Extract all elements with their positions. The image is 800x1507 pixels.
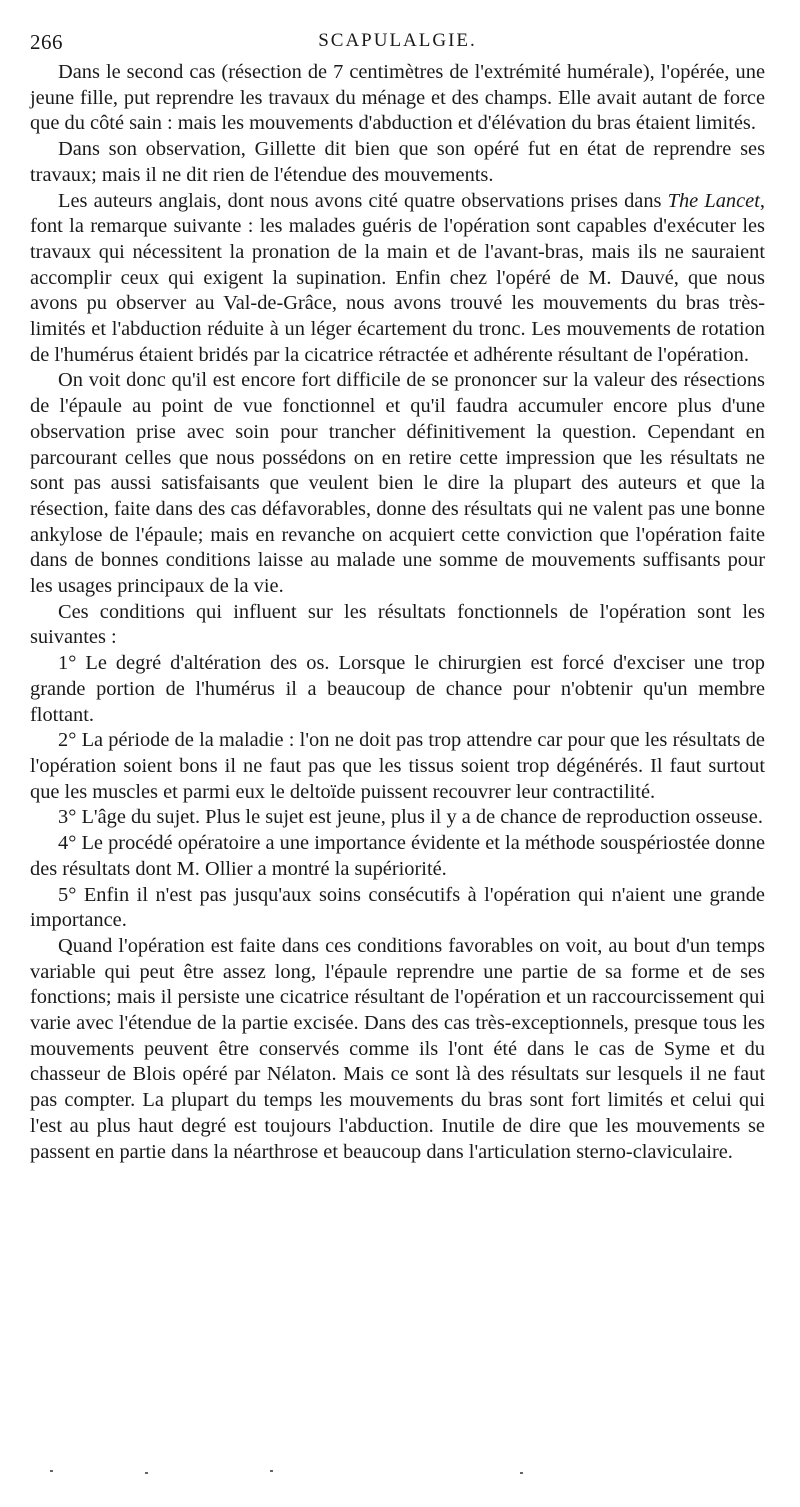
list-item: 2° La période de la maladie : l'on ne doit pas trop attendre car pour que les résultats de l'opération soient bons il ne faut pas que les tissus soient trop dégénérés. Il faut surtout que les muscles et parmi eux le deltoïde puissent recouvrer leur contractilité.: [30, 729, 765, 803]
paragraph: Dans son observation, Gillette dit bien que son opéré fut en état de reprendre ses travaux; mais il ne dit rien de l'étendue des mouvements.: [30, 138, 765, 186]
paragraph: [30, 189, 765, 369]
list-item: 3° L'âge du sujet. Plus le sujet est jeune, plus il y a de chance de reproduction osseuse.: [58, 806, 763, 829]
book-page: [30, 26, 765, 1165]
body-text: [30, 60, 765, 1165]
paragraph-text: Les auteurs anglais, dont nous avons cité quatre observations prises dans: [58, 189, 668, 212]
paragraph: Quand l'opération est faite dans ces conditions favorables on voit, au bout d'un temps variable qui peut être assez long, l'épaule reprendre une partie de sa forme et de ses fonctions; mais il persiste une cicatrice résultant de l'opération et un raccourcissement qui varie avec l'étendue de la partie excisée. Dans des cas très-exceptionnels, presque tous les mouvements peuvent être conservés comme ils l'ont été dans le cas de Syme et du chasseur de Blois opéré par Nélaton. Mais ce sont là des résultats sur lesquels il ne faut pas compter. La plupart du temps les mouvements du bras sont fort limités et celui qui l'est au plus haut degré est toujours l'abduction. Inutile de dire que les mouvements se passent en partie dans la néarthrose et beaucoup dans l'articulation sterno-claviculaire.: [30, 934, 765, 1163]
page-header: [30, 26, 765, 60]
paragraph: Dans le second cas (résection de 7 centimètres de l'extrémité humérale), l'opérée, une jeune fille, put reprendre les travaux du ménage et des champs. Elle avait autant de force que du côté sain : mais les mouvements d'abduction et d'élévation du bras étaient limités.: [30, 61, 765, 135]
scan-specks: [40, 1468, 760, 1488]
scan-speck: [520, 1472, 523, 1474]
scan-speck: [50, 1470, 53, 1472]
list-item: 1° Le degré d'altération des os. Lorsque le chirurgien est forcé d'exciser une trop grande portion de l'humérus il a beaucoup de chance pour n'obtenir qu'un membre flottant.: [30, 652, 765, 726]
scan-speck: [145, 1472, 148, 1474]
paragraph-text: , font la remarque suivante : les malades guéris de l'opération sont capables d'exécuter les travaux qui nécessitent la pronation de la main et de l'avant-bras, mais ils ne sauraient accomplir ceux qui exigent la supination. Enfin chez l'opéré de M. Dauvé, que nous avons pu observer au Val-de-Grâce, nous avons trouvé les mouvements du bras très-limités et l'abduction réduite à un léger écartement du tronc. Les mouvements de rotation de l'humérus étaient bridés par la cicatrice rétractée et adhérente résultant de l'opération.: [30, 189, 765, 366]
list-item: 5° Enfin il n'est pas jusqu'aux soins consécutifs à l'opération qui n'aient une grande importance.: [30, 883, 765, 932]
paragraph: Ces conditions qui influent sur les résultats fonctionnels de l'opération sont les suivantes :: [30, 600, 765, 649]
paragraph: On voit donc qu'il est encore fort difficile de se prononcer sur la valeur des résections de l'épaule au point de vue fonctionnel et qu'il faudra accumuler encore plus d'une observation prise avec soin pour trancher définitivement la question. Cependant en parcourant celles que nous possédons on en retire cette impression que les résultats ne sont pas aussi satisfaisants que veulent bien le dire la plupart des auteurs et que la résection, faite dans des cas défavorables, donne des résultats qui ne valent pas une bonne ankylose de l'épaule; mais en revanche on acquiert cette conviction que l'opération faite dans de bonnes conditions laisse au malade une somme de mouvements suffisants pour les usages principaux de la vie.: [30, 369, 765, 598]
list-item: 4° Le procédé opératoire a une importance évidente et la méthode souspériostée donne des résultats dont M. Ollier a montré la supériorité.: [30, 832, 765, 880]
page-number: 266: [30, 30, 63, 54]
journal-title: The Lancet: [667, 189, 760, 212]
scan-speck: [270, 1470, 273, 1472]
running-title: SCAPULALGIE.: [318, 30, 477, 51]
